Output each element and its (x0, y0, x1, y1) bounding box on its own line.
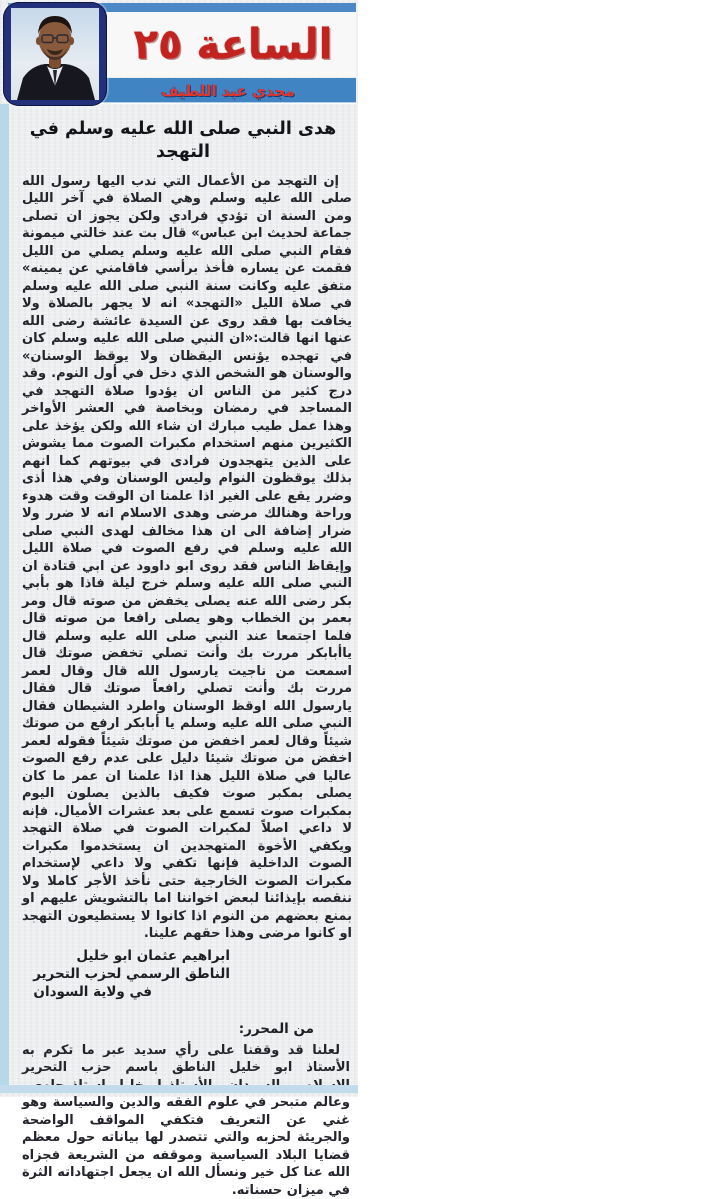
masthead-title: الساعة ٢٥ (134, 24, 333, 66)
signature-role: الناطق الرسمي لحزب التحرير (10, 965, 230, 983)
author-photo (11, 8, 99, 100)
article-content (10, 112, 356, 1199)
signature-location: في ولاية السودان (10, 983, 152, 1001)
bottom-blue-strip (0, 1085, 358, 1093)
author-photo-frame (3, 2, 107, 106)
signature-name: ابراهيم عثمان ابو خليل (10, 947, 230, 965)
editor-note: لعلنا قد وقفنا على رأي سديد عبر ما تكرم به الأستاذ ابو خليل الناطق باسم حزب التحرير وعالم متبحر في علوم الفقه والدين والسياسة وهو غني عن التعريف فتكفي المواقف الواضحة والجريئة لحزبه والتي تتصدر لها بياناته حول معظم قضايا البلاد السياسية وموقفه من الشريعة فجزاه الله عنا كل خير ونسأل الله ان يجعل اجتهاداته الثرة في ميزان حسناته. (22, 1042, 350, 1199)
article-headline: هدى النبي صلى الله عليه وسلم في التهجد (14, 118, 352, 164)
left-blue-strip (0, 104, 9, 1085)
author-name-banner (100, 78, 356, 103)
author-name: مجدي عبد اللطيف (161, 82, 294, 100)
article-paper (0, 0, 358, 1097)
editor-heading: من المحرر: (10, 1021, 314, 1037)
article-body: إن التهجد من الأعمال التي ندب اليها رسول الله صلى الله عليه وسلم وهي الصلاة في آخر الليل ومن السنة ان تؤدي فرادي ولكن يجوز ان تصلى جماعة لحديث ابن عباس» قال بت عند خالتي ميمونة فقام النبي صلى الله عليه وسلم يصلي من الليل فقمت عن يساره فأخذ برأسي فاقامني عن يمينه» متفق عليه وكانت سنة النبي صلى الله عليه وسلم في صلاة الليل «التهجد» انه لا يجهر بالصلاة ولا يخافت بها فقد روى عن السيدة عائشة رضى الله عنها انها قالت:«ان النبي صلى الله عليه وسلم كان في تهجده يؤنس اليقظان ولا يوقظ الوسنان» والوسنان هو الشخص الذي دخل في أول النوم. وقد درج كثير من الناس ان يؤدوا صلاة التهجد في المساجد في رمضان وبخاصة في العشر الأواخر وهذا عمل طيب مبارك ان شاء الله ولكن يؤخذ على الكثيرين منهم استخدام مكبرات الصوت مما يشوش على الذين يتهجدون فرادى في بيوتهم كما انهم بذلك يوقظون النوام وليس الوسنان وفي هذا أذى وضرر يقع على الغير اذا علمنا ان الوقت وقت هدوء وراحة وهنالك مرضى وهدى الاسلام انه لا ضرر ولا ضرار إضافة الى ان هذا مخالف لهدى النبي صلى الله عليه وسلم في رفع الصوت في صلاة الليل وإيقاظ الناس فقد روى ابو داوود عن ابي قتادة ان النبي صلى الله عليه وسلم خرج ليلة فاذا هو بأبي بكر رضى الله عنه يصلى يخفض من صوته قال ومر بعمر بن الخطاب وهو يصلى رافعا من صوته قال فلما اجتمعا عند النبي صلى الله عليه وسلم قال ياأبابكر مررت بك وأنت تصلي تخفض صوتك قال اسمعت من ناجيت يارسول الله قال وقال لعمر مررت بك وأنت تصلي رافعاً صوتك قال فقال يارسول الله اوقظ الوسنان واطرد الشيطان فقال النبي صلى الله عليه وسلم يا أبابكر ارفع من صوتك شيئاً وقال لعمر اخفض من صوتك شيئاً فقوله لعمر اخفض من صوتك شيئا دليل على عدم رفع الصوت عاليا في صلاة الليل هذا اذا علمنا ان عمر ما كان يصلى بمكبر صوت فكيف بالذين يصلون اليوم بمكبرات صوت تسمع على بعد عشرات الأميال. فإنه لا داعي اصلاً لمكبرات الصوت في صلاة التهجد ويكفي الأخوة المتهجدين ان يستخدموا مكبرات الصوت الداخلية فإنها تكفي ولا داعي لإستخدام مكبرات الصوت الخارجية حتى نأخذ الأجر كاملا ولا ننقصه بإيذائنا لبعض اخواننا اما بالتشويش عليهم او بمنع بعضهم من النوم اذا كانوا لا يستطيعون التهجد او كانوا مرضى وهذا حقهم علينا. (22, 173, 352, 943)
signature-block (10, 947, 230, 1001)
